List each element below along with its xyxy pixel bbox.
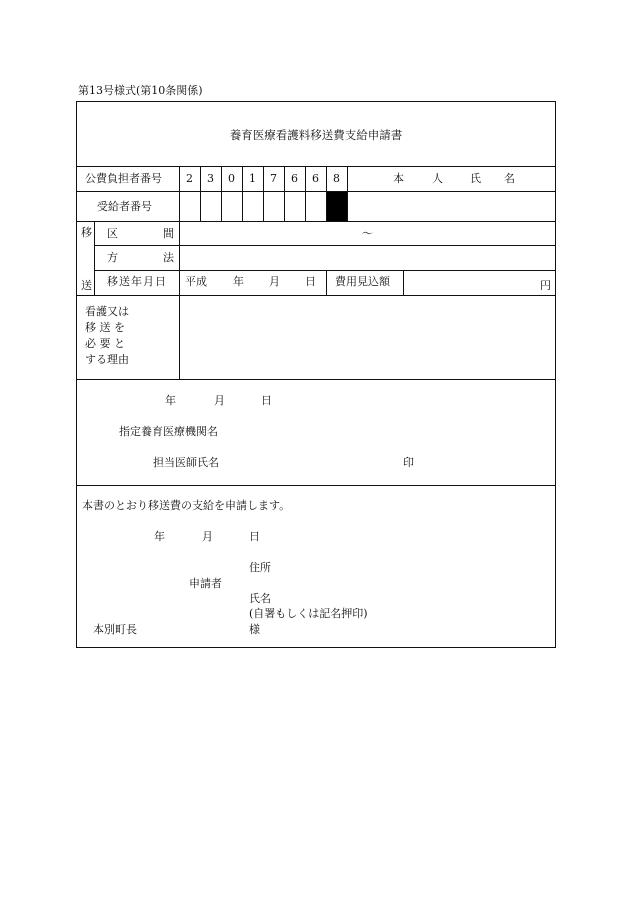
era-label: 平成 — [185, 275, 207, 288]
applicant-label: 申請者 — [189, 577, 222, 590]
method-label: 方 — [107, 251, 118, 264]
divider — [77, 379, 555, 380]
app-month-label: 月 — [202, 530, 213, 543]
transport-date-label: 移送年月日 — [107, 275, 167, 288]
person-name-label: 名 — [504, 172, 515, 185]
transport-side-label-top: 移 — [81, 226, 92, 239]
person-name-label: 人 — [432, 172, 443, 185]
cost-estimate-label: 費用見込額 — [335, 275, 390, 288]
month-label: 月 — [269, 275, 280, 288]
cost-estimate-field[interactable] — [404, 271, 538, 295]
blacked-out-cell — [327, 192, 347, 221]
name-label: 氏名 — [249, 592, 271, 605]
app-day-label: 日 — [249, 530, 260, 543]
section-separator: ～ — [362, 227, 373, 240]
yen-unit: 円 — [540, 279, 551, 292]
honorific: 様 — [249, 623, 260, 636]
method-label: 法 — [163, 251, 174, 264]
payer-digit: 7 — [270, 172, 277, 185]
reason-label-line: 看護又は — [85, 305, 129, 318]
person-name-label: 氏 — [470, 172, 481, 185]
doctor-name-label: 担当医師氏名 — [153, 456, 219, 469]
reason-label-line: する理由 — [85, 353, 129, 366]
seal-mark: 印 — [403, 456, 414, 469]
payer-number-label: 公費負担者番号 — [85, 172, 162, 185]
payer-digit: 8 — [333, 172, 340, 185]
cert-day-label: 日 — [261, 394, 272, 407]
person-name-input[interactable] — [357, 191, 555, 221]
recipient-number-field[interactable] — [179, 191, 326, 221]
payer-digit: 2 — [186, 172, 193, 185]
column-line — [94, 221, 95, 295]
recipient-number-label: 受給者番号 — [97, 200, 152, 213]
signature-note: (自署もしくは記名押印) — [249, 607, 368, 620]
application-statement: 本書のとおり移送費の支給を申請します。 — [82, 499, 291, 512]
form-title: 養育医療看護料移送費支給申請書 — [229, 128, 403, 142]
divider — [77, 485, 555, 486]
reason-field[interactable] — [180, 296, 555, 379]
section-label: 区 — [107, 227, 118, 240]
cert-month-label: 月 — [214, 394, 225, 407]
payer-digit: 1 — [249, 172, 256, 185]
day-label: 日 — [305, 275, 316, 288]
transport-side-label-bottom: 送 — [81, 279, 92, 292]
payer-digit: 6 — [291, 172, 298, 185]
cert-year-label: 年 — [165, 394, 176, 407]
reason-label-line: 必 要 と — [85, 337, 125, 350]
section-field[interactable] — [180, 222, 555, 245]
column-line — [326, 270, 327, 295]
year-label: 年 — [233, 275, 244, 288]
application-form — [76, 101, 556, 648]
section-label: 間 — [163, 227, 174, 240]
payer-digit: 6 — [312, 172, 319, 185]
form-number: 第13号様式(第10条関係) — [78, 84, 203, 97]
person-name-label: 本 — [393, 172, 404, 185]
address-label: 住所 — [249, 561, 271, 574]
addressee: 本別町長 — [93, 623, 137, 636]
column-line — [347, 166, 348, 221]
method-field[interactable] — [180, 246, 555, 270]
person-name-field[interactable] — [357, 166, 555, 191]
reason-label-line: 移 送 を — [85, 321, 125, 334]
institution-label: 指定養育医療機関名 — [119, 425, 218, 438]
payer-digit: 3 — [207, 172, 214, 185]
app-year-label: 年 — [154, 530, 165, 543]
payer-digit: 0 — [228, 172, 235, 185]
